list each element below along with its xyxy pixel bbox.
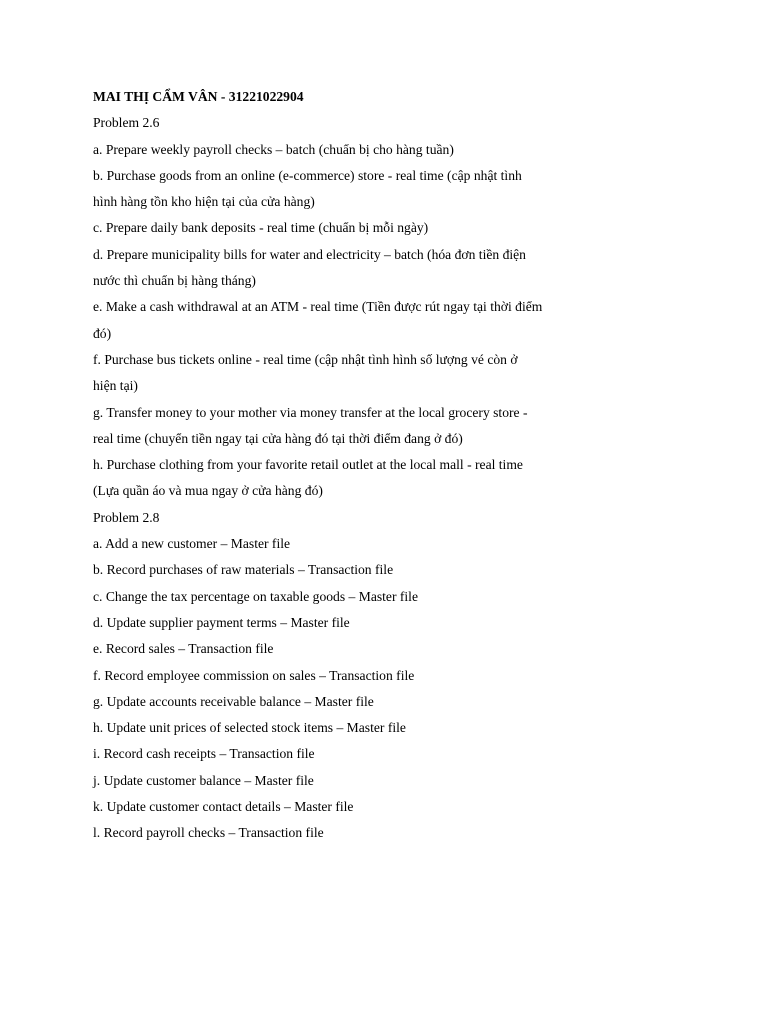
problem-2-8-heading: Problem 2.8 — [93, 509, 160, 525]
document-title: MAI THỊ CẨM VÂN - 31221022904 — [93, 89, 304, 104]
problem-2-6-line: h. Purchase clothing from your favorite retail outlet at the local mall - real time — [93, 457, 523, 473]
problem-2-8-line: k. Update customer contact details – Master file — [93, 799, 354, 815]
problem-2-8-line: l. Record payroll checks – Transaction file — [93, 825, 324, 841]
problem-2-6-heading: Problem 2.6 — [93, 115, 160, 131]
problem-2-6-line: nước thì chuẩn bị hàng tháng) — [93, 273, 256, 289]
problem-2-6-line: f. Purchase bus tickets online - real time (cập nhật tình hình số lượng vé còn ở — [93, 351, 518, 367]
problem-2-8-line: j. Update customer balance – Master file — [93, 772, 314, 788]
problem-2-6-line: d. Prepare municipality bills for water and electricity – batch (hóa đơn tiền điện — [93, 246, 526, 262]
problem-2-6-line: đó) — [93, 325, 112, 341]
problem-2-8-line: h. Update unit prices of selected stock items – Master file — [93, 720, 406, 736]
problem-2-8-line: i. Record cash receipts – Transaction file — [93, 746, 315, 762]
problem-2-6-line: hiện tại) — [93, 378, 138, 394]
problem-2-6-line: b. Purchase goods from an online (e-commerce) store - real time (cập nhật tình — [93, 167, 522, 183]
problem-2-8-line: e. Record sales – Transaction file — [93, 641, 274, 657]
document-body — [93, 84, 693, 847]
problem-2-6-line: hình hàng tồn kho hiện tại của cửa hàng) — [93, 194, 315, 210]
problem-2-8-line: g. Update accounts receivable balance – Master file — [93, 693, 374, 709]
problem-2-6-line: g. Transfer money to your mother via money transfer at the local grocery store - — [93, 404, 528, 420]
problem-2-6-line: (Lựa quần áo và mua ngay ở cửa hàng đó) — [93, 483, 323, 499]
problem-2-8-line: b. Record purchases of raw materials – Transaction file — [93, 562, 394, 578]
problem-2-6-line: e. Make a cash withdrawal at an ATM - real time (Tiền được rút ngay tại thời điểm — [93, 299, 543, 315]
problem-2-8-line: f. Record employee commission on sales – Transaction file — [93, 667, 415, 683]
problem-2-8-line: c. Change the tax percentage on taxable goods – Master file — [93, 588, 418, 604]
problem-2-8-line: a. Add a new customer – Master file — [93, 536, 291, 552]
problem-2-8-line: d. Update supplier payment terms – Master file — [93, 614, 350, 630]
problem-2-6-line: real time (chuyển tiền ngay tại cửa hàng đó tại thời điểm đang ở đó) — [93, 430, 463, 446]
problem-2-6-line: a. Prepare weekly payroll checks – batch (chuẩn bị cho hàng tuần) — [93, 141, 454, 157]
problem-2-6-line: c. Prepare daily bank deposits - real time (chuẩn bị mỗi ngày) — [93, 220, 429, 236]
